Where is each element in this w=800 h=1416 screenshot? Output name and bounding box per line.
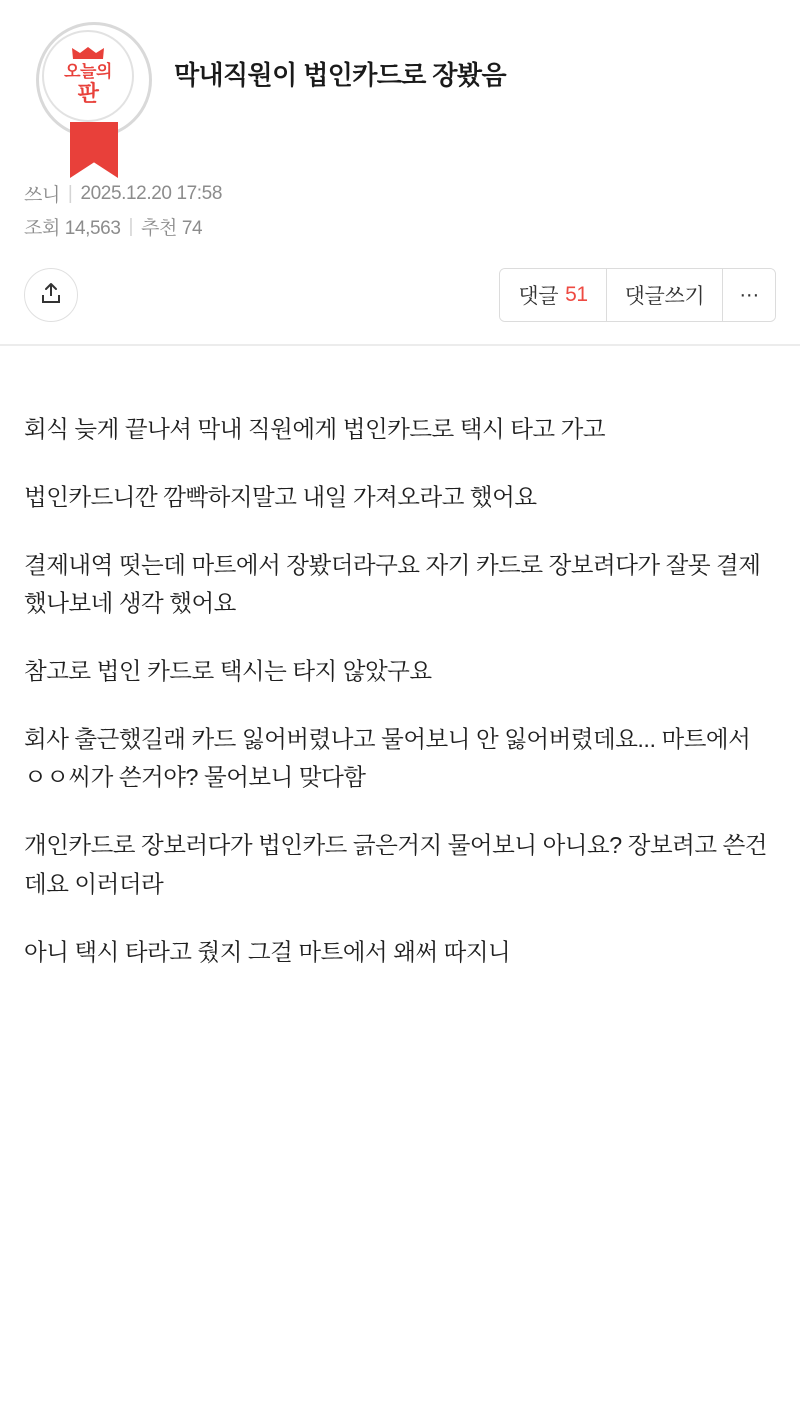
post-header [0, 0, 800, 178]
action-bar [0, 246, 800, 344]
badge-line-2: 판 [77, 81, 99, 107]
comment-button-group [499, 268, 776, 322]
crown-icon [71, 46, 105, 60]
badge-inner [42, 30, 134, 122]
share-upload-icon [40, 281, 62, 310]
title-row [24, 18, 776, 178]
meta-line-stats [24, 213, 776, 240]
badge-ribbon [70, 122, 118, 178]
write-comment-button[interactable] [607, 269, 724, 321]
meta-separator-2: | [128, 215, 134, 237]
meta-separator: | [67, 182, 73, 204]
post-date: 2025.12.20 17:58 [80, 182, 222, 204]
view-count: 조회 14,563 [24, 218, 121, 239]
today-pan-badge [30, 18, 158, 178]
badge-line-1: 오늘의 [64, 61, 112, 81]
comment-count: 51 [565, 283, 588, 306]
paragraph-text: 법인카드니깐 깜빡하지말고 내일 가져오라고 했어요 [24, 484, 537, 511]
paragraph-text: 참고로 법인 카드로 택시는 타지 않았구요 [24, 658, 432, 685]
comment-label: 댓글 [518, 285, 559, 308]
author-name: 쓰니 [24, 185, 60, 206]
share-button[interactable] [24, 268, 78, 322]
more-options-button[interactable] [723, 269, 775, 321]
page-title: 막내직원이 법인카드로 장봤음 [174, 60, 506, 90]
paragraph-text: 개인카드로 장보러다가 법인카드 긁은거지 물어보니 아니요? 장보려고 쓴건데요 이러더라 [24, 832, 768, 897]
comment-count-button[interactable] [500, 269, 606, 321]
write-comment-label: 댓글쓰기 [624, 285, 705, 308]
more-dots-icon: ··· [739, 283, 759, 306]
post-content [0, 346, 800, 971]
post-meta [0, 178, 800, 240]
meta-line-author [24, 180, 776, 207]
paragraph-text: 아니 택시 타라고 줬지 그걸 마트에서 왜써 따지니 [24, 938, 511, 965]
paragraph-text: 회사 출근했길래 카드 잃어버렸나고 물어보니 안 잃어버렸데요... 마트에서 ㅇㅇ씨가 쓴거야? 물어보니 맞다함 [24, 726, 751, 791]
paragraph-text: 결제내역 떳는데 마트에서 장봤더라구요 자기 카드로 장보려다가 잘못 결제 했나보네 생각 했어요 [24, 552, 761, 617]
paragraph-text: 회식 늦게 끝나셔 막내 직원에게 법인카드로 택시 타고 가고 [24, 416, 606, 442]
like-count: 추천 74 [141, 218, 203, 239]
